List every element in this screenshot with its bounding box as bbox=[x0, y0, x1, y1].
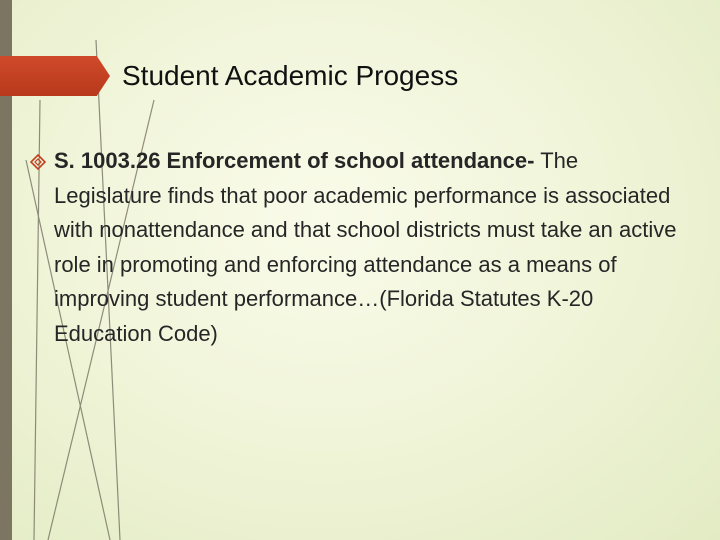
bullet-body: The Legislature finds that poor academic performance is associated with nonattendance and that school districts must take an active role in promoting and enforcing attendance as a means of improving student performance…(Florida Statutes K-20 Education Code) bbox=[54, 148, 677, 346]
bullet-lead: S. 1003.26 Enforcement of school attendance- bbox=[54, 148, 535, 173]
slide-title: Student Academic Progess bbox=[122, 60, 459, 91]
bullet-item bbox=[30, 144, 680, 351]
title-accent-tab bbox=[0, 56, 110, 96]
diamond-bullet-icon bbox=[30, 154, 46, 170]
bullet-text bbox=[54, 144, 680, 351]
